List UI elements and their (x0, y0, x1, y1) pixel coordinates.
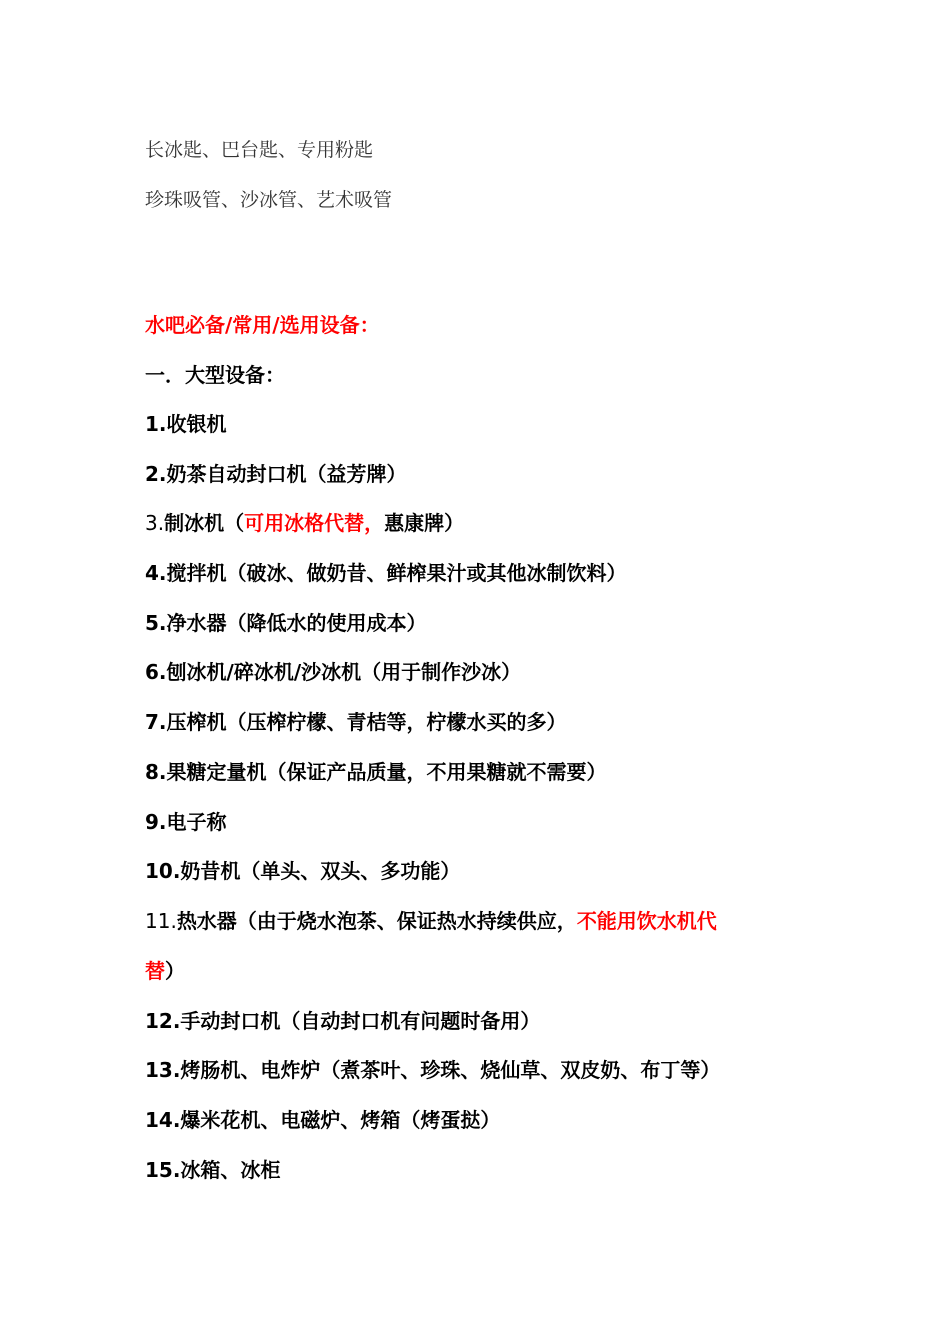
list-item: 12.手动封口机（自动封口机有问题时备用） (145, 1009, 541, 1033)
list-item: 14.爆米花机、电磁炉、烤箱（烤蛋挞） (145, 1108, 501, 1132)
list-item: 2.奶茶自动封口机（益芳牌） (145, 462, 407, 486)
list-item: 8.果糖定量机（保证产品质量，不用果糖就不需要） (145, 760, 607, 784)
highlight-text: 替 (145, 959, 165, 983)
list-item: 15.冰箱、冰柜 (145, 1158, 281, 1182)
list-item-text: 热水器（由于烧水泡茶、保证热水持续供应， (176, 909, 577, 933)
list-item: 13.烤肠机、电炸炉（煮茶叶、珍珠、烧仙草、双皮奶、布丁等） (145, 1058, 721, 1082)
list-item-number: 3. (145, 511, 165, 535)
list-item (145, 907, 717, 935)
list-item: 9.电子称 (145, 810, 227, 834)
list-item-text: 惠康牌） (384, 511, 465, 535)
list-item-continuation (145, 957, 185, 985)
list-item: 4.搅拌机（破冰、做奶昔、鲜榨果汁或其他冰制饮料） (145, 561, 627, 585)
intro-line-spoons: 长冰匙、巴台匙、专用粉匙 (145, 139, 374, 161)
list-item: 5.净水器（降低水的使用成本） (145, 611, 427, 635)
highlight-text: 不能用饮水机代 (576, 909, 717, 933)
list-item-number: 11. (145, 909, 177, 933)
list-item: 1.收银机 (145, 412, 227, 436)
subsection-title: 一．大型设备： (145, 363, 285, 387)
intro-line-straws: 珍珠吸管、沙冰管、艺术吸管 (145, 189, 393, 211)
list-item: 6.刨冰机/碎冰机/沙冰机（用于制作沙冰） (145, 660, 522, 684)
list-item (145, 509, 464, 537)
list-item-text: ） (165, 959, 185, 983)
highlight-text: 可用冰格代替， (244, 511, 385, 535)
list-item: 10.奶昔机（单头、双头、多功能） (145, 859, 461, 883)
list-item: 7.压榨机（压榨柠檬、青桔等，柠檬水买的多） (145, 710, 567, 734)
section-title: 水吧必备/常用/选用设备： (145, 313, 380, 337)
list-item-text: 制冰机（ (164, 511, 245, 535)
